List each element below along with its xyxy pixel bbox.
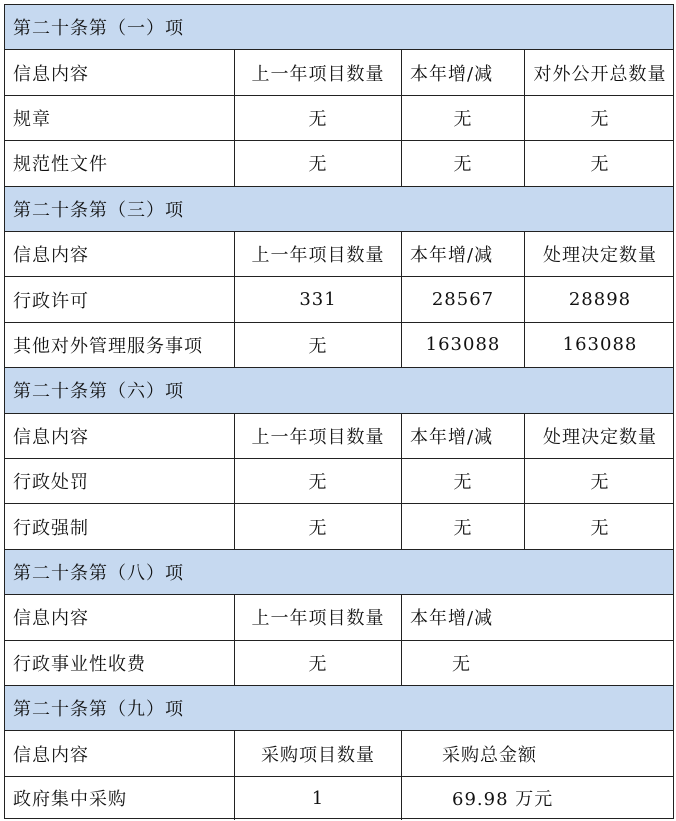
header-cell: 信息内容 [5,731,235,775]
row-value: 无 [402,141,525,185]
header-cell: 信息内容 [5,414,235,458]
header-cell: 本年增/减 [402,232,525,276]
header-cell: 处理决定数量 [543,426,657,448]
section-title: 第二十条第（九）项 [13,699,184,721]
row-label: 行政处罚 [5,459,235,503]
row-label: 规章 [5,96,235,140]
header-cell: 信息内容 [5,595,235,639]
row-value: 无 [402,504,525,548]
row-value: 163088 [562,334,638,356]
table-row [5,459,673,504]
table-row [5,504,673,549]
row-value: 无 [235,641,402,685]
header-cell: 本年增/减 [410,608,494,630]
row-value: 69.98 万元 [452,789,554,811]
row-value: 无 [590,108,610,130]
section-header-1 [5,5,673,50]
row-label: 其他对外管理服务事项 [5,323,235,367]
row-label: 行政事业性收费 [5,641,235,685]
row-value: 无 [402,96,525,140]
row-value: 163088 [402,323,525,367]
row-value: 无 [235,96,402,140]
row-value: 28567 [402,277,525,321]
row-value: 无 [402,459,525,503]
header-cell: 采购总金额 [442,744,537,766]
row-value: 1 [235,777,402,820]
row-label: 政府集中采购 [5,777,235,820]
section-header-3 [5,187,673,232]
row-value: 331 [235,277,402,321]
header-cell: 上一年项目数量 [235,50,402,94]
header-cell: 采购项目数量 [235,731,402,775]
header-cell: 处理决定数量 [543,245,657,267]
header-cell: 上一年项目数量 [235,414,402,458]
row-value: 无 [452,653,471,675]
table-row [5,277,673,322]
row-value: 无 [590,154,610,176]
header-cell: 对外公开总数量 [533,63,667,85]
table-header-row [5,595,673,640]
table-header-row [5,232,673,277]
header-cell: 信息内容 [5,232,235,276]
row-label: 规范性文件 [5,141,235,185]
section-header-6 [5,368,673,413]
header-cell: 上一年项目数量 [235,232,402,276]
section-header-9 [5,686,673,731]
row-label: 行政许可 [5,277,235,321]
table-header-row [5,414,673,459]
header-cell: 上一年项目数量 [235,595,402,639]
section-title: 第二十条第（八）项 [13,562,184,584]
table-row [5,641,673,686]
row-value: 无 [235,141,402,185]
section-title: 第二十条第（三）项 [13,199,184,221]
row-value: 无 [235,459,402,503]
row-value: 无 [590,472,610,494]
table-row [5,96,673,141]
row-value: 无 [590,517,610,539]
section-title: 第二十条第（一）项 [13,18,184,40]
section-title: 第二十条第（六）项 [13,381,184,403]
row-value: 无 [235,504,402,548]
table-row [5,777,673,820]
header-cell: 本年增/减 [402,414,525,458]
row-label: 行政强制 [5,504,235,548]
header-cell: 信息内容 [5,50,235,94]
table-row [5,323,673,368]
table-row [5,141,673,186]
header-cell: 本年增/减 [402,50,525,94]
table-header-row [5,731,673,776]
table-header-row [5,50,673,95]
row-value: 无 [235,323,402,367]
row-value: 28898 [568,289,632,311]
section-header-8 [5,550,673,595]
disclosure-table [4,4,674,819]
